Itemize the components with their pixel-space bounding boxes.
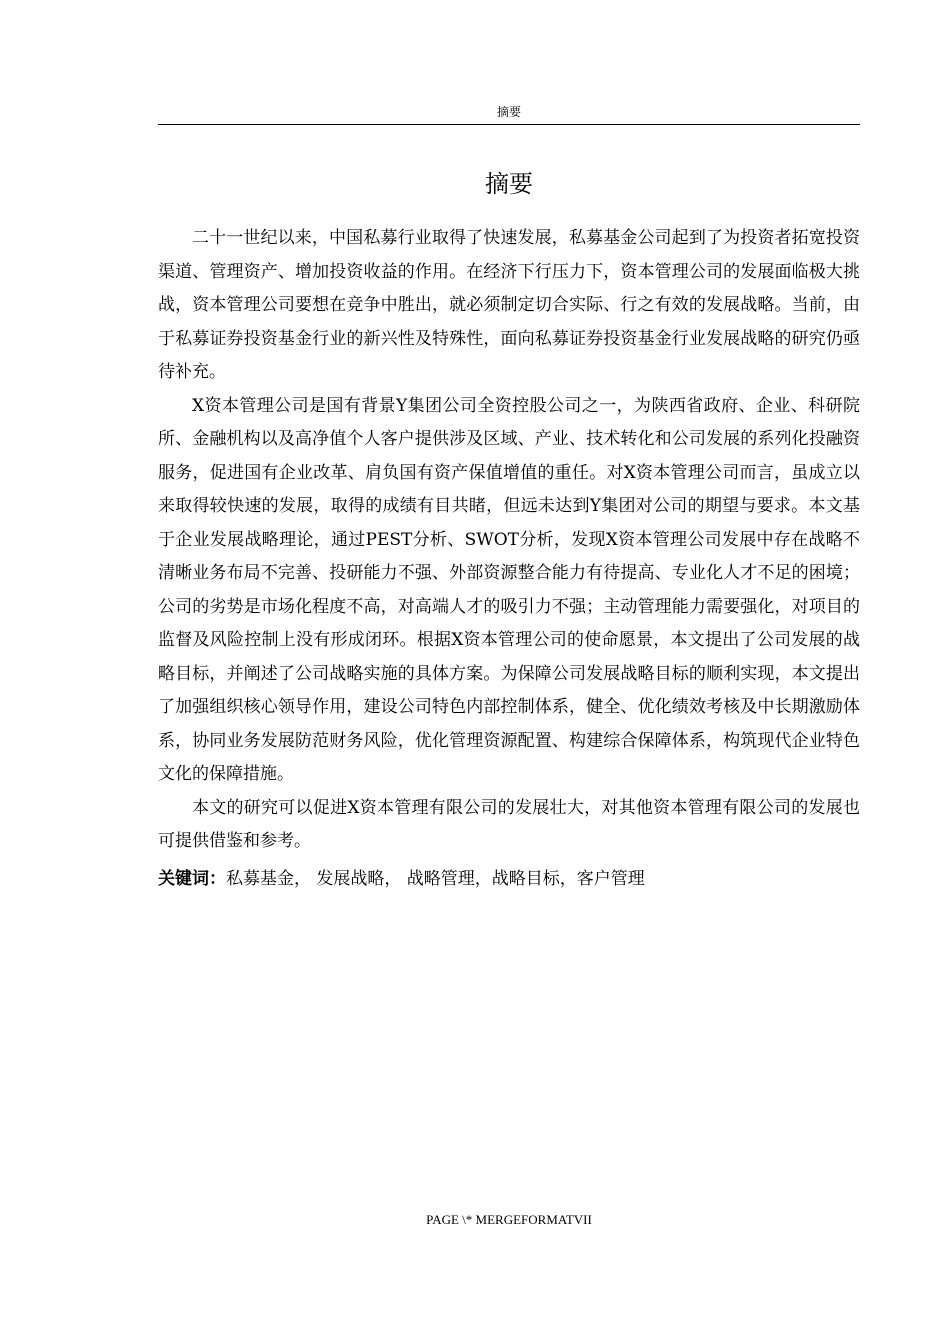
header-rule: [158, 124, 860, 125]
abstract-paragraph-1: 二十一世纪以来，中国私募行业取得了快速发展，私募基金公司起到了为投资者拓宽投资渠道、管理资产、增加投资收益的作用。在经济下行压力下，资本管理公司的发展面临极大挑战，资本管理公司要想在竞争中胜出，就必须制定切合实际、行之有效的发展战略。当前，由于私募证券投资基金行业的新兴性及特殊性，面向私募证券投资基金行业发展战略的研究仍亟待补充。: [158, 228, 860, 382]
page-footer: PAGE \* MERGEFORMATVII: [426, 1212, 592, 1227]
page-header: 摘要: [496, 105, 521, 119]
abstract-body: [158, 222, 860, 896]
keywords-text: 私募基金， 发展战略， 战略管理，战略目标，客户管理: [226, 868, 645, 889]
abstract-paragraph-3: 本文的研究可以促进X资本管理有限公司的发展壮大，对其他资本管理有限公司的发展也可提供借鉴和参考。: [158, 797, 860, 851]
abstract-paragraph-2: X资本管理公司是国有背景Y集团公司全资控股公司之一，为陕西省政府、企业、科研院所、金融机构以及高净值个人客户提供涉及区域、产业、技术转化和公司发展的系列化投融资服务，促进国有企业改革、肩负国有资产保值增值的重任。对X资本管理公司而言，虽成立以来取得较快速的发展，取得的成绩有目共睹，但远未达到Y集团对公司的期望与要求。本文基于企业发展战略理论，通过PEST分析、SWOT分析，发现X资本管理公司发展中存在战略不清晰业务布局不完善、投研能力不强、外部资源整合能力有待提高、专业化人才不足的困境；公司的劣势是市场化程度不高，对高端人才的吸引力不强；主动管理能力需要强化，对项目的监督及风险控制上没有形成闭环。根据X资本管理公司的使命愿景，本文提出了公司发展的战略目标，并阐述了公司战略实施的具体方案。为保障公司发展战略目标的顺利实现，本文提出了加强组织核心领导作用，建设公司特色内部控制体系，健全、优化绩效考核及中长期激励体系，协同业务发展防范财务风险，优化管理资源配置、构建综合保障体系，构筑现代企业特色文化的保障措施。: [158, 395, 860, 784]
keywords-label: 关键词：: [158, 868, 226, 889]
page-title: 摘要: [485, 170, 533, 198]
keywords-line: [158, 863, 860, 897]
